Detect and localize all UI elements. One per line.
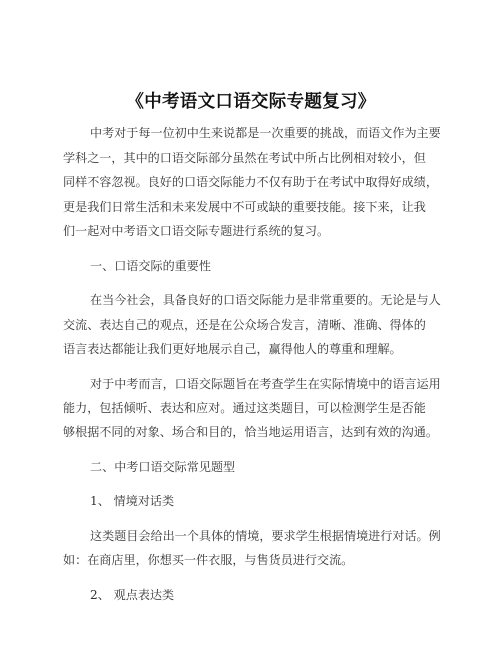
paragraph-line: 够根据不同的对象、场合和目的，恰当地运用语言，达到有效的沟通。 <box>63 425 438 439</box>
paragraph-line: 们一起对中考语文口语交际专题进行系统的复习。 <box>63 224 330 238</box>
paragraph-line: 这类题目会给出一个具体的情境，要求学生根据情境进行对话。例 <box>90 529 441 543</box>
paragraph-line: 在当今社会，具备良好的口语交际能力是非常重要的。无论是与人 <box>90 293 441 307</box>
paragraph-line: 如：在商店里，你想买一件衣服，与售货员进行交流。 <box>63 553 354 567</box>
paragraph-line: 学科之一，其中的口语交际部分虽然在考试中所占比例相对较小，但 <box>63 151 426 165</box>
paragraph-line: 能力，包括倾听、表达和应对。通过这类题目，可以检测学生是否能 <box>63 401 426 415</box>
subsection-heading: 1、 情境对话类 <box>90 494 175 508</box>
section-heading: 一、口语交际的重要性 <box>90 259 211 273</box>
section-heading: 二、中考口语交际常见题型 <box>90 460 236 474</box>
paragraph-line: 同样不容忽视。良好的口语交际能力不仅有助于在考试中取得好成绩， <box>63 175 438 189</box>
paragraph-line: 对于中考而言，口语交际题旨在考查学生在实际情境中的语言运用 <box>90 377 441 391</box>
paragraph-line: 交流、表达自己的观点，还是在公众场合发言，清晰、准确、得体的 <box>63 318 426 332</box>
paragraph-line: 更是我们日常生活和未来发展中不可或缺的重要技能。接下来，让我 <box>63 200 426 214</box>
document-title: 《中考语文口语交际专题复习》 <box>126 92 376 112</box>
paragraph-line: 语言表达都能让我们更好地展示自己，赢得他人的尊重和理解。 <box>63 342 402 356</box>
subsection-heading: 2、 观点表达类 <box>90 588 175 602</box>
paragraph-line: 中考对于每一位初中生来说都是一次重要的挑战，而语文作为主要 <box>90 126 441 140</box>
